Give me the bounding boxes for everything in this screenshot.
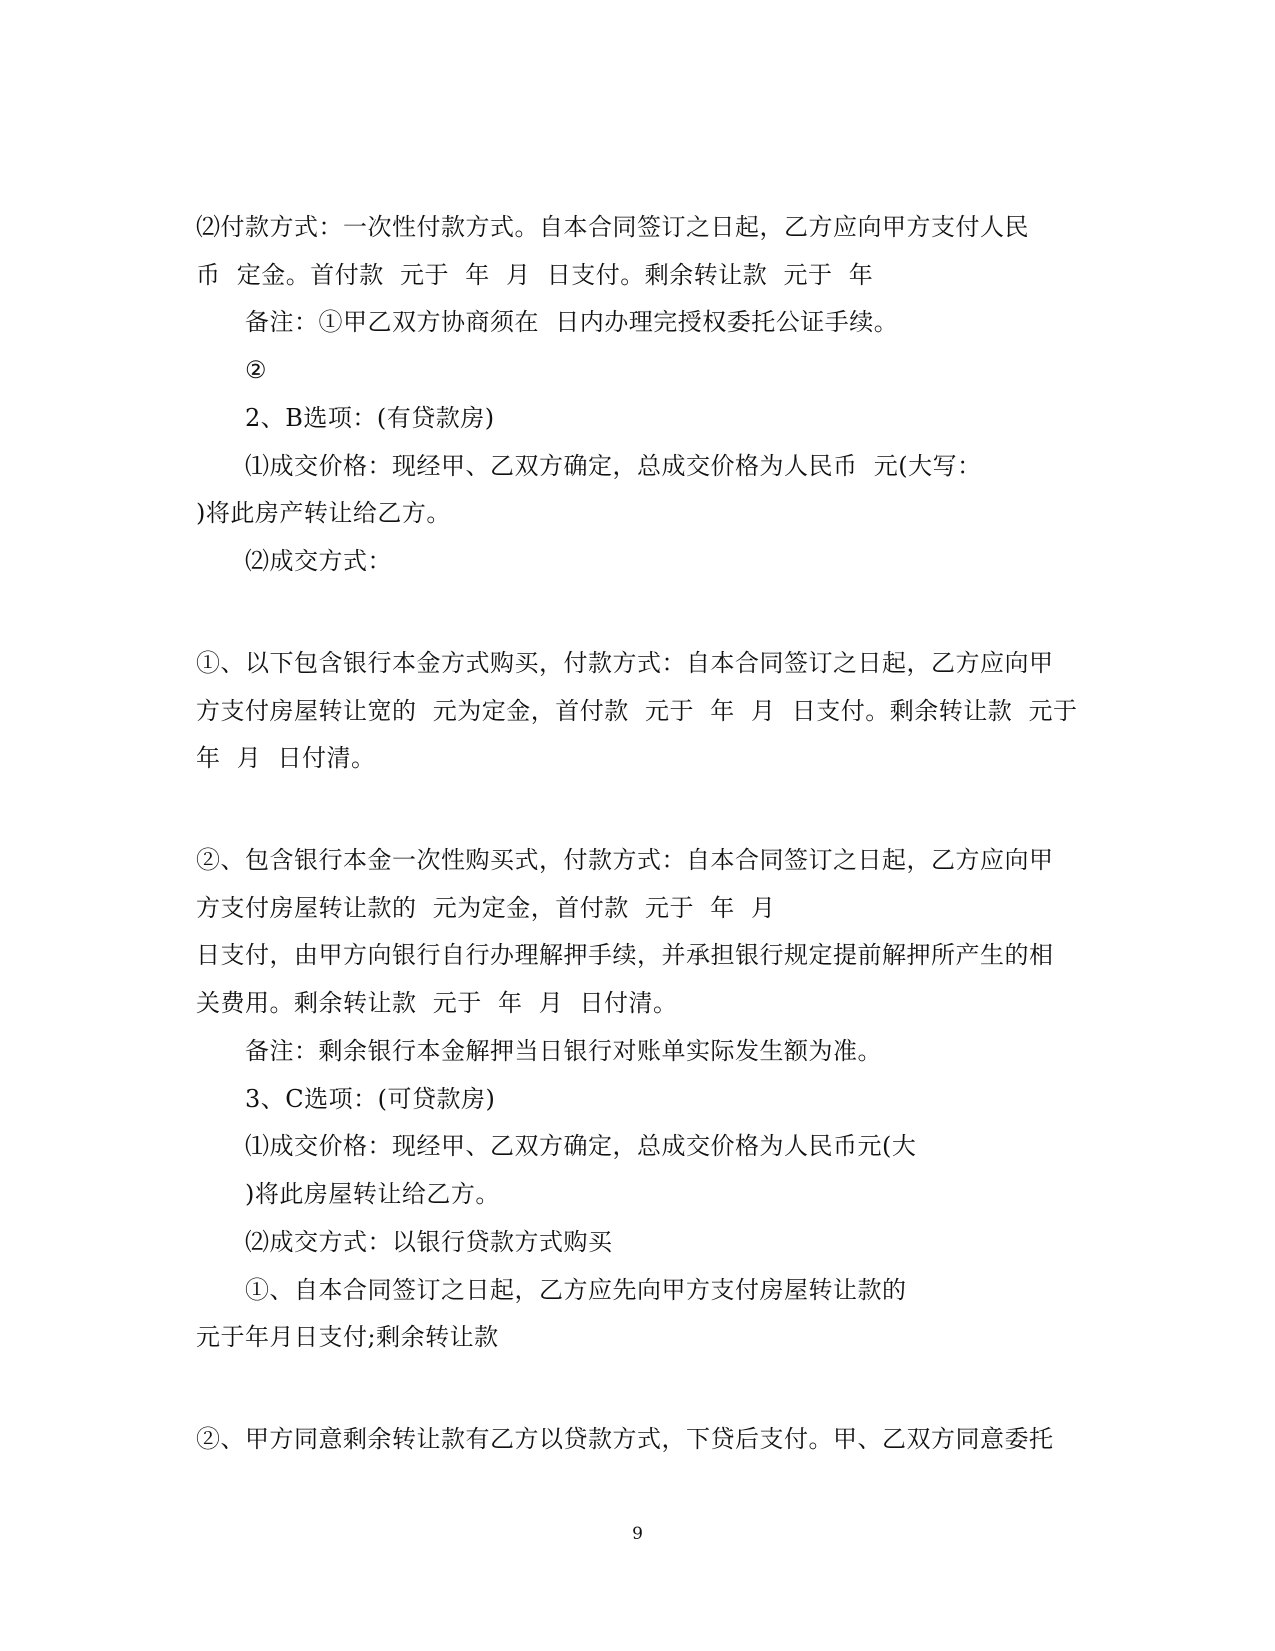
text-line: 备注：①甲乙双方协商须在 日内办理完授权委托公证手续。 [245, 308, 899, 336]
text-line: )将此房产转让给乙方。 [196, 499, 451, 527]
text-line: ⑴成交价格：现经甲、乙双方确定，总成交价格为人民币元(大 [245, 1132, 917, 1160]
text-line: 元于年月日支付;剩余转让款 [196, 1323, 499, 1351]
text-line: ②、包含银行本金一次性购买式，付款方式：自本合同签订之日起，乙方应向甲 [196, 846, 1054, 874]
text-line: ②、甲方同意剩余转让款有乙方以贷款方式，下贷后支付。甲、乙双方同意委托 [196, 1425, 1054, 1453]
text-line: ⑵成交方式： [245, 547, 392, 575]
text-line: 方支付房屋转让款的 元为定金，首付款 元于 年 月 [196, 894, 776, 922]
text-line: ①、以下包含银行本金方式购买，付款方式：自本合同签订之日起，乙方应向甲 [196, 649, 1054, 677]
text-line: 币 定金。首付款 元于 年 月 日支付。剩余转让款 元于 年 [196, 261, 874, 289]
text-line: 备注：剩余银行本金解押当日银行对账单实际发生额为准。 [245, 1037, 882, 1065]
text-line: 2、B选项：(有贷款房) [245, 404, 495, 432]
text-line: ①、自本合同签订之日起，乙方应先向甲方支付房屋转让款的 [245, 1276, 907, 1304]
text-line: ⑴成交价格：现经甲、乙双方确定，总成交价格为人民币 元(大写： [245, 452, 982, 480]
text-line: ⑵付款方式：一次性付款方式。自本合同签订之日起，乙方应向甲方支付人民 [196, 213, 1029, 241]
page-number: 9 [632, 1524, 643, 1544]
text-line: 关费用。剩余转让款 元于 年 月 日付清。 [196, 989, 678, 1017]
text-line: ⑵成交方式：以银行贷款方式购买 [245, 1228, 613, 1256]
text-line: 年 月 日付清。 [196, 744, 376, 772]
text-line: )将此房屋转让给乙方。 [245, 1180, 500, 1208]
text-line: 日支付，由甲方向银行自行办理解押手续，并承担银行规定提前解押所产生的相 [196, 941, 1054, 969]
text-line: 方支付房屋转让宽的 元为定金，首付款 元于 年 月 日支付。剩余转让款 元于 [196, 697, 1078, 725]
text-line: ② [245, 356, 268, 384]
text-line: 3、C选项：(可贷款房) [245, 1085, 496, 1113]
